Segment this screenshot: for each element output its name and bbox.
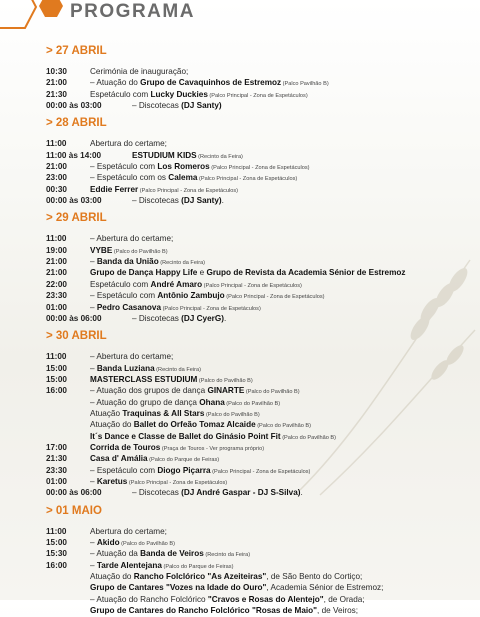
schedule-row [46,454,476,465]
event-name: Ohana [199,397,225,407]
schedule-row [46,386,476,397]
event-description [90,466,476,477]
event-description [90,257,476,268]
event-text: – [90,538,97,547]
event-time [46,432,90,443]
event-text: – Discotecas [132,313,182,323]
event-description [90,246,476,257]
event-text: – Atuação do Rancho Folclórico [90,594,208,604]
event-description [90,162,476,173]
event-text: Espetáculo com [90,89,151,99]
event-name: André Amaro [150,279,203,289]
event-description [90,561,476,572]
event-name: "Cravos e Rosas do Alentejo" [207,594,324,604]
event-description [90,527,476,538]
event-text-suffix: , Academia Sénior de Estremoz; [266,583,384,593]
event-time: 00:00 às 03:00 [46,101,102,111]
event-name: Grupo de Cavaquinhos de Estremoz [140,78,282,88]
schedule-row [46,268,476,279]
event-name: Casa d' Amália [90,454,148,464]
event-description [90,234,476,245]
event-text: – [90,302,97,312]
event-description [132,488,476,499]
event-description [90,454,476,465]
event-text-suffix: e [197,268,207,278]
event-time: 15:00 [46,363,67,373]
event-description [90,280,476,291]
schedule-row [46,162,476,173]
event-text: – Espetáculo com os [90,173,169,183]
event-text: – [90,363,97,373]
event-venue: (Palco Principal - Zona de Espetáculos) [197,176,298,183]
event-description [90,420,476,431]
event-venue: (Palco Principal - Zona de Espetáculos) [138,187,239,194]
event-description [90,291,476,302]
schedule-row [46,432,476,443]
event-name: Traquinas & All Stars [122,408,205,418]
event-time: 21:00 [46,162,67,172]
event-description [90,78,476,89]
event-text: – Discotecas [132,196,182,206]
event-description [90,549,476,560]
event-name: Akido [96,538,120,547]
event-text-suffix: . [221,196,224,206]
event-name: Ballet do Orfeão Tomaz Alcaide [133,420,256,430]
schedule-row [46,538,476,549]
event-time [46,409,90,420]
event-venue: (Palco do Pavilhão B) [197,377,253,384]
event-text: Atuação do [90,420,134,430]
schedule-row [46,173,476,184]
event-venue: (Palco do Pavilhão B) [224,400,281,407]
schedule-row [46,139,476,150]
event-text: – Abertura do certame; [90,352,174,362]
schedule-row [46,364,476,375]
schedule-row [46,375,476,386]
event-name: Eddie Ferrer [90,184,139,194]
event-name: Grupo de Cantares do Rancho Folclórico "Rosas de Maio" [90,606,318,616]
event-time: 15:30 [46,549,67,559]
event-time: 01:00 [46,302,67,312]
event-description [90,173,476,184]
event-venue: (Recinto da Feira) [154,366,201,373]
event-name: Los Romeros [157,162,210,172]
event-venue: (Palco Principal - Zona de Espetáculos) [209,165,310,172]
event-time: 11:00 às 14:00 [46,150,102,160]
event-venue: (Palco do Pavilhão B) [280,434,336,441]
schedule-row [46,443,476,454]
event-time [46,420,90,431]
event-time: 16:00 [46,386,67,396]
event-time: 11:00 [46,234,67,244]
schedule-row [46,488,476,499]
event-text: – Atuação do [90,78,141,88]
event-description [90,90,476,101]
day-heading: > 30 ABRIL [46,330,107,343]
event-text-suffix: , de Orada; [323,594,365,604]
schedule-row [46,606,476,617]
event-time: 17:00 [46,442,67,452]
schedule-row [46,409,476,420]
event-time: 21:00 [46,268,67,278]
event-text: – Espetáculo com [90,291,158,301]
event-text: – Atuação da [90,549,141,559]
page-header [0,0,480,28]
event-description [90,583,476,594]
event-venue: (Palco do Pavilhão B) [204,411,260,418]
event-name-extra: Grupo de Revista da Academia Sénior de Estremoz [206,268,406,278]
schedule-row [46,257,476,268]
event-time: 22:00 [46,279,67,289]
event-name: Calema [168,173,198,183]
event-text: Atuação [90,408,123,418]
schedule-row [46,583,476,594]
event-description [90,432,476,443]
event-text: – Atuação dos grupos de dança [90,386,208,396]
event-venue: (Palco do Pavilhão B) [119,541,175,547]
day-heading: > 01 MAIO [46,504,102,517]
event-time: 00:00 às 06:00 [46,313,102,323]
event-description [90,268,476,279]
event-venue: (Palco Principal - Zona de Espetáculos) [202,282,302,289]
day-heading: > 28 ABRIL [46,117,107,130]
event-text: Cerimónia de inauguração; [90,67,189,76]
event-description [90,443,476,454]
event-venue: (Recinto da Feira) [158,260,206,267]
event-name: Lucky Duckies [150,89,208,99]
event-text: – [90,476,97,486]
event-text-suffix: , de Veiros; [317,606,359,616]
event-name: Pedro Casanova [96,302,162,312]
event-text: – [90,560,97,570]
event-text: – Discotecas [132,101,182,111]
event-name: Banda de Veiros [140,549,204,559]
event-text: – Atuação do grupo de dança [90,397,200,407]
schedule-row [46,549,476,560]
event-time: 00:30 [46,184,67,194]
event-time: 19:00 [46,245,67,255]
event-time: 11:00 [46,526,67,536]
event-venue: (Palco Principal - Zona de Espetáculos) [161,305,261,312]
hexagon-filled-icon [38,0,64,18]
event-time: 11:00 [46,139,67,149]
day-section [46,116,476,207]
event-time: 01:00 [46,476,67,486]
event-description [132,314,476,325]
event-description [90,352,476,363]
event-description [90,185,476,196]
event-description [90,538,476,549]
event-name: Banda da União [96,257,159,267]
event-name: (DJ André Gaspar - DJ S-Silva) [181,488,301,498]
schedule-row [46,314,476,325]
schedule-row [46,280,476,291]
schedule-row [46,352,476,363]
schedule-row [46,420,476,431]
schedule-row [46,234,476,245]
event-time: 11:00 [46,352,67,362]
event-name: Antônio Zambujo [157,291,225,301]
event-text: Atuação do [90,572,134,582]
event-time [46,398,90,409]
event-time: 23:00 [46,173,67,183]
event-time: 21:30 [46,454,67,464]
event-time: 16:00 [46,560,67,570]
schedule-row [46,291,476,302]
event-name: (DJ Santy) [181,196,222,206]
event-name: (DJ CyerG) [181,313,224,323]
event-text: Espetáculo com [90,279,151,289]
event-name: Banda Luziana [96,363,155,373]
event-venue: (Palco do Pavilhão B) [244,389,300,396]
day-heading: > 29 ABRIL [46,212,107,225]
event-venue: (Palco do Pavilhão B) [255,423,311,430]
event-time [46,595,90,606]
schedule-row [46,561,476,572]
event-venue: (Palco Principal - Zona de Espetáculos) [127,479,228,486]
schedule-row [46,67,476,78]
event-time [46,583,90,594]
event-description [90,386,476,397]
event-time: 23:30 [46,291,67,301]
event-time [46,572,90,583]
page-title: PROGRAMA [70,1,195,22]
event-name: Grupo de Dança Happy Life [90,268,198,278]
event-text: Abertura do certame; [90,526,167,536]
schedule-row [46,466,476,477]
event-venue: (Palco Principal - Zona de Espetáculos) [224,294,325,301]
schedule-row [46,477,476,488]
event-time: 21:00 [46,257,67,267]
event-text: Abertura do certame; [90,139,167,149]
event-time: 15:00 [46,374,67,384]
event-description [132,151,476,162]
event-name: GINARTE [207,386,245,396]
schedule-row [46,398,476,409]
schedule-row [46,196,476,207]
schedule-row [46,527,476,538]
event-description [90,572,476,583]
event-venue: (Recinto da Feira) [203,552,251,559]
event-venue: (Palco do Parque de Feiras) [161,563,234,570]
event-time: 23:30 [46,465,67,475]
event-time: 00:00 às 06:00 [46,488,102,498]
event-name: (DJ Santy) [181,101,222,111]
event-description [132,101,476,112]
event-text-suffix: . [223,313,227,323]
event-text: – [90,257,97,267]
event-name: VYBE [90,245,113,255]
event-description [90,364,476,375]
event-description [90,606,476,617]
event-text: – Espetáculo com [90,465,158,475]
event-text-suffix: , de São Bento do Cortiço; [266,572,363,582]
event-description [90,409,476,420]
event-description [90,303,476,314]
event-venue: (Palco Pavilhão B) [281,81,329,88]
event-text: – Abertura do certame; [90,234,174,244]
event-name: Karetus [96,476,128,486]
event-description [90,375,476,386]
event-venue: (Recinto da Feira) [196,153,243,160]
event-time: 00:00 às 03:00 [46,196,102,206]
event-time [46,606,90,617]
event-text: – Espetáculo com [90,162,158,172]
event-description [90,398,476,409]
schedule-row [46,246,476,257]
day-section [46,329,476,499]
schedule-row [46,78,476,89]
event-text: – Discotecas [132,488,182,498]
event-description [90,139,476,150]
day-section [46,44,476,112]
event-description [90,477,476,488]
event-name: Grupo de Cantares "Vozes na Idade do Ouro" [90,583,267,593]
event-name: Diogo Piçarra [157,465,211,475]
event-time: 15:00 [46,538,67,547]
event-venue: (Palco do Pavilhão B) [112,248,168,255]
event-venue: (Palco Principal - Zona de Espetáculos) [210,468,311,475]
schedule-row [46,90,476,101]
event-text-suffix: . [300,488,303,498]
schedule-row [46,595,476,606]
event-description [90,595,476,606]
event-name: Corrida de Touros [90,442,161,452]
hexagon-outline-icon [0,0,38,30]
event-name: ESTUDIUM KIDS [132,150,197,160]
schedule-row [46,185,476,196]
event-time: 21:00 [46,78,67,88]
event-time: 10:30 [46,67,67,76]
day-section [46,211,476,325]
schedule-row [46,151,476,162]
event-venue: (Palco do Parque de Feiras) [147,457,220,464]
event-venue: (Palco Principal - Zona de Espetáculos) [207,92,308,99]
schedule-row [46,101,476,112]
schedule-row [46,572,476,583]
event-name: It´s Dance e Classe de Ballet do Ginásio Point Fit [90,431,281,441]
event-description [90,67,476,78]
event-time: 21:30 [46,89,67,99]
event-name: Rancho Folclórico "As Azeiteiras" [133,572,267,582]
event-venue: (Praça de Touros - Ver programa próprio) [160,445,265,452]
programme-list [46,40,476,617]
schedule-row [46,303,476,314]
event-description [132,196,476,207]
event-name: MASTERCLASS ESTUDIUM [90,374,198,384]
day-heading: > 27 ABRIL [46,45,107,57]
event-name: Tarde Alentejana [96,560,162,570]
